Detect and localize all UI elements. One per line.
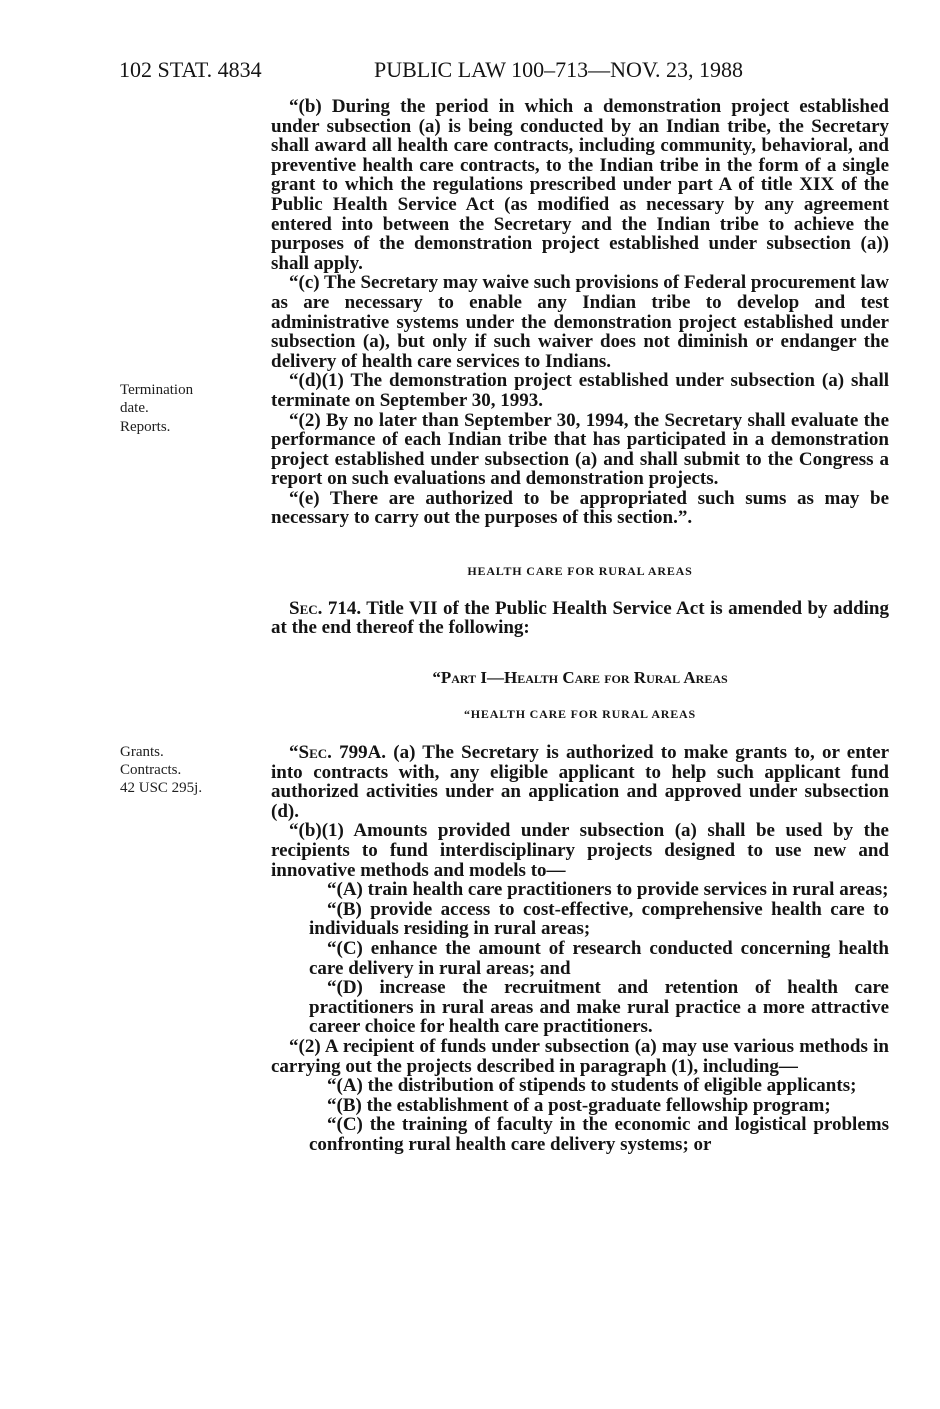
stat-page-number: 102 STAT. 4834 — [119, 57, 262, 82]
item-2a: “(A) the distribution of stipends to students of eligible applicants; — [327, 1075, 857, 1097]
paragraph-b1: “(b)(1) Amounts provided under subsection (a) shall be used by the recipients to fund interdisciplinary projects designed to use new and innovative methods and models to— — [271, 820, 889, 881]
page-header — [0, 53, 940, 87]
item-2b: “(B) the establishment of a post-graduate fellowship program; — [327, 1094, 831, 1116]
section-799a-text: (a) The Secretary is authorized to make grants to, or enter into contracts with, any eligible applicant to help such applicant fund authorized activities under an application and approved under subsection (d). — [271, 742, 889, 822]
item-a: “(A) train health care practitioners to provide services in rural areas; — [327, 879, 889, 901]
section-714 — [271, 599, 889, 638]
section-714-label: Sec. 714. — [289, 597, 362, 619]
paragraph-b: “(b) During the period in which a demonstration project established under subsection (a) is being conducted by an Indian tribe, the Secretary shall award all health care contracts, including community, behavioral, and preventive health care contracts, to the Indian tribe in the form of a single grant to which the regulations prescribed under part A of title XIX of the Public Health Service Act (as modified as necessary by any agreement entered into between the Secretary and the Indian tribe to achieve the purposes of the demonstration project established under subsection (a)) shall apply. — [271, 96, 889, 274]
paragraph-2: “(2) A recipient of funds under subsection (a) may use various methods in carrying out the projects described in paragraph (1), including— — [271, 1035, 889, 1077]
paragraph-c: “(c) The Secretary may waive such provisions of Federal procurement law as are necessary to enable any Indian tribe to develop and test administrative systems under the demonstration project established under subsection (a), but only if such waiver does not diminish or endanger the delivery of health care services to Indians. — [271, 272, 889, 372]
subheading-rural-areas: “HEALTH CARE FOR RURAL AREAS — [464, 707, 696, 722]
paragraph-d1: “(d)(1) The demonstration project established under subsection (a) shall terminate on September 30, 1993. — [271, 370, 889, 411]
item-c: “(C) enhance the amount of research conducted concerning health care delivery in rural areas; and — [309, 937, 889, 979]
item-d: “(D) increase the recruitment and retention of health care practitioners in rural areas and make rural practice a more attractive career choice for health care practitioners. — [309, 977, 889, 1038]
margin-note-reports-text: Reports. — [120, 419, 171, 435]
statute-body — [271, 97, 889, 1155]
part-i-heading: “Part I—Health Care for Rural Areas — [432, 667, 728, 687]
section-799a — [271, 743, 889, 821]
section-heading-rural-areas: HEALTH CARE FOR RURAL AREAS — [467, 564, 693, 579]
public-law-title: PUBLIC LAW 100–713—NOV. 23, 1988 — [374, 57, 743, 82]
item-2c: “(C) the training of faculty in the economic and logistical problems confronting rural health care delivery systems; or — [309, 1114, 889, 1155]
margin-note-grants-text: Grants. — [120, 744, 164, 760]
margin-note-reports — [120, 418, 170, 436]
item-b: “(B) provide access to cost-effective, comprehensive health care to individuals residing in rural areas; — [309, 898, 889, 940]
margin-note-contracts-text: Contracts. — [120, 762, 182, 778]
section-799a-label: “Sec. 799A. — [289, 742, 387, 764]
margin-note-grants — [120, 743, 202, 797]
paragraph-e: “(e) There are authorized to be appropriated such sums as may be necessary to carry out the purposes of this section.”. — [271, 487, 889, 529]
margin-note-termination-line-2: date. — [120, 400, 149, 416]
margin-note-termination — [120, 381, 193, 417]
margin-note-termination-line-1: Termination — [120, 382, 194, 398]
section-714-text: Title VII of the Public Health Service Act is amended by adding at the end thereof the following: — [271, 597, 889, 639]
margin-note-usc-citation: 42 USC 295j. — [120, 780, 203, 796]
paragraph-d2: “(2) By no later than September 30, 1994, the Secretary shall evaluate the performance of each Indian tribe that has participated in a demonstration project established under subsection (a) and shall submit to the Congress a report on such evaluations and demonstration projects. — [271, 409, 889, 490]
